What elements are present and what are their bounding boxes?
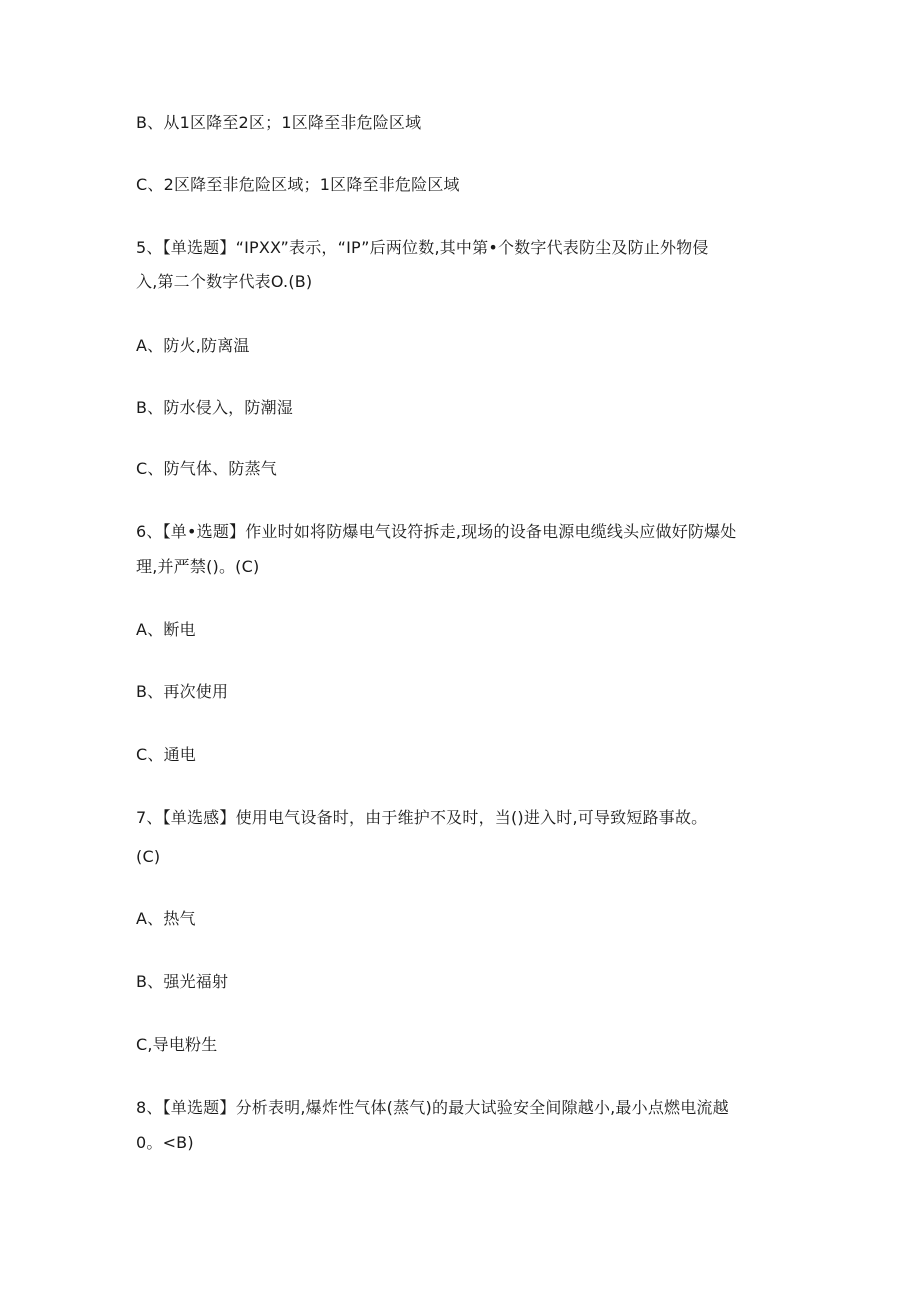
question-7-line-2: (C) <box>136 847 161 866</box>
question-6-line-1: 6、【单•选题】作业时如将防爆电气设符拆走,现场的设备电源电缆线头应做好防爆处 <box>136 522 737 541</box>
option-b-q6: B、再次使用 <box>136 682 229 701</box>
option-c-q5: C、防气体、防蒸气 <box>136 459 277 478</box>
option-c-q4: C、2区降至非危险区域；1区降至非危险区域 <box>136 175 460 194</box>
question-5-line-1: 5、【单选题】“IPXX”表示，“IP”后两位数,其中第•个数字代表防尘及防止外物侵 <box>136 238 709 257</box>
option-a-q7: A、热气 <box>136 909 196 928</box>
option-b-q5: B、防水侵入，防潮湿 <box>136 398 293 417</box>
option-b-q4: B、从1区降至2区；1区降至非危险区域 <box>136 113 422 132</box>
question-5-line-2: 入,第二个数字代表O.(B) <box>136 272 313 291</box>
option-a-q5: A、防火,防离温 <box>136 336 250 355</box>
question-7-line-1: 7、【单选感】使用电气设备时，由于维护不及时，当()进入时,可导致短路事故。 <box>136 808 708 827</box>
option-c-q6: C、通电 <box>136 745 196 764</box>
question-8-line-1: 8、【单选题】分析表明,爆炸性气体(蒸气)的最大试验安全间隙越小,最小点燃电流越 <box>136 1098 729 1117</box>
question-6-line-2: 理,并严禁()。(C) <box>136 557 260 576</box>
option-b-q7: B、强光福射 <box>136 972 229 991</box>
option-c-q7: C,导电粉生 <box>136 1035 218 1054</box>
question-8-line-2: 0。<B) <box>136 1133 194 1152</box>
option-a-q6: A、断电 <box>136 620 196 639</box>
